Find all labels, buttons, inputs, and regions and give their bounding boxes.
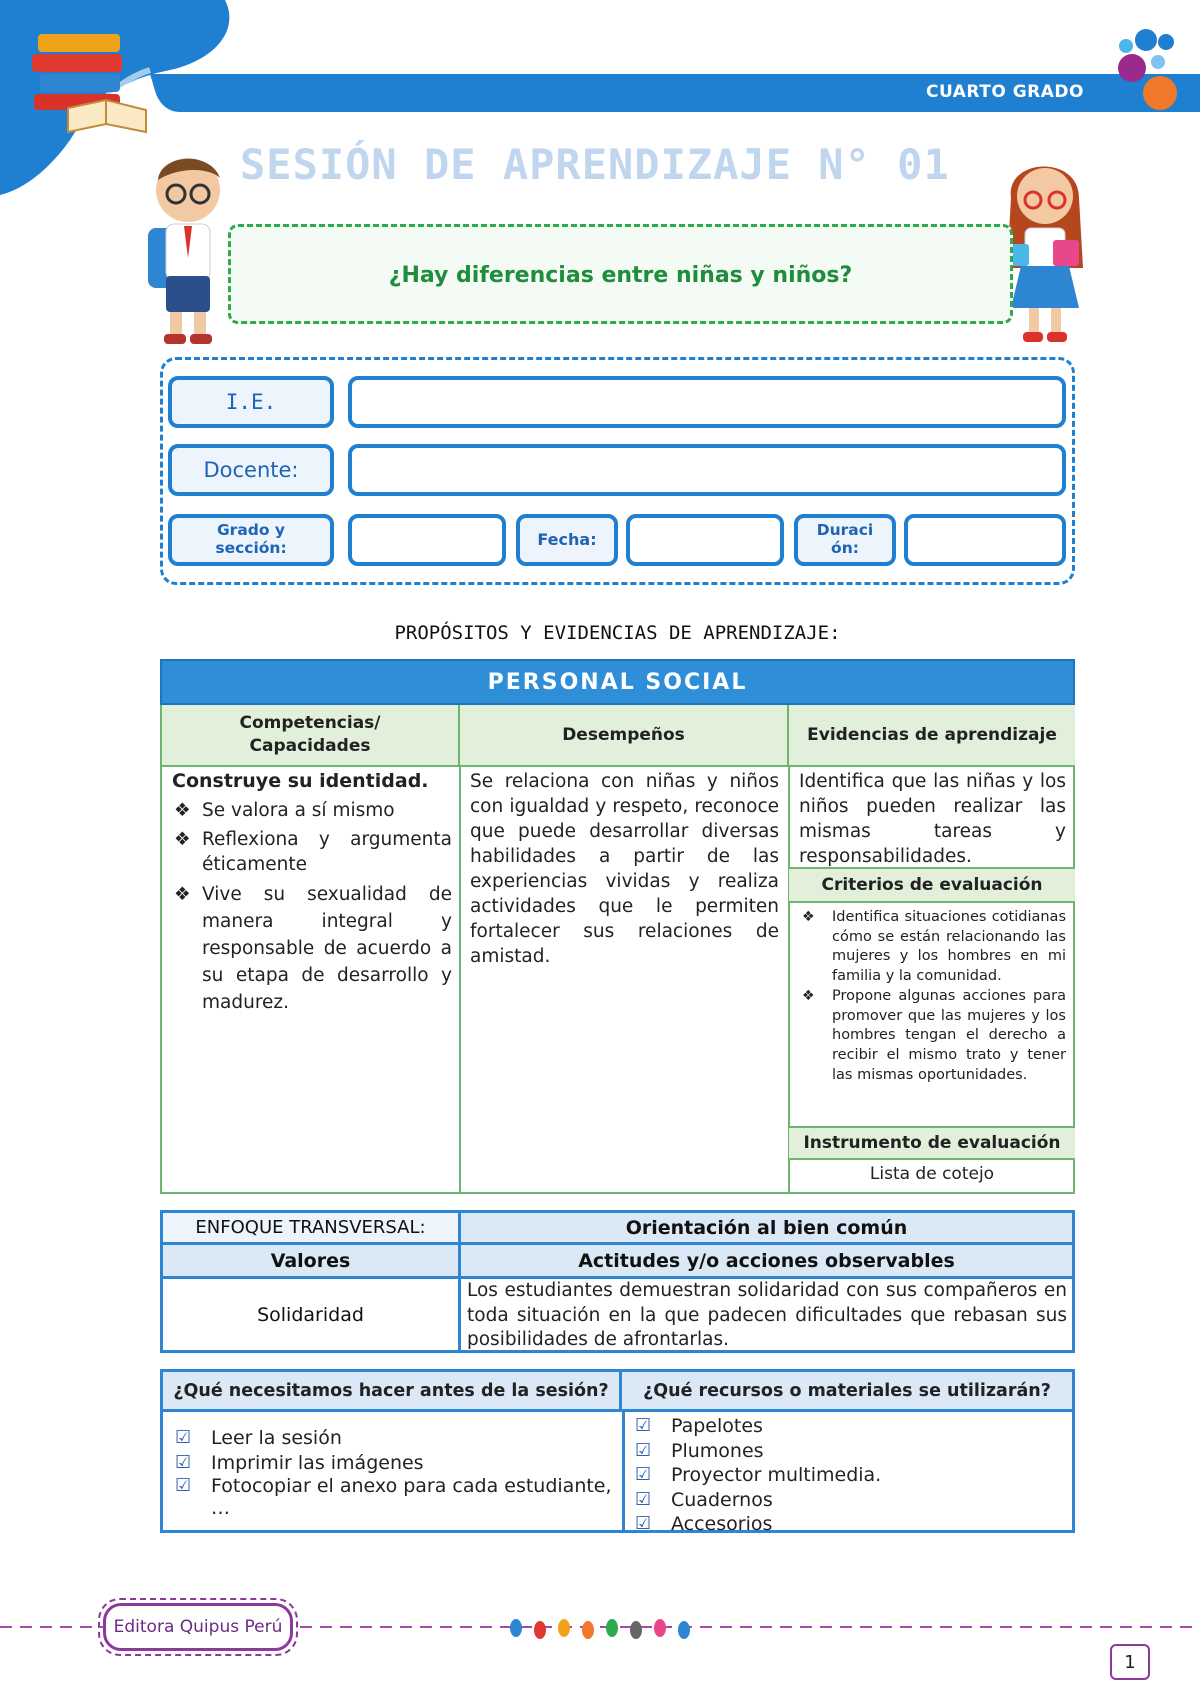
divider [622, 1412, 625, 1530]
list-item [175, 1426, 615, 1451]
col-valores: Valores [163, 1245, 461, 1279]
bullet-icon: ❖ [802, 909, 815, 925]
criterio-text: Propone algunas acciones para promover que las mujeres y los hombres tengan el derecho a recibir el mismo trato y tener las mismas oportunidades. [832, 987, 1066, 1083]
preparation-table [160, 1369, 1075, 1533]
subject-bar: PERSONAL SOCIAL [160, 659, 1075, 705]
checkbox-icon: ☑ [635, 1439, 652, 1461]
publisher-brand: Editora Quipus Perú [103, 1603, 293, 1651]
list-item [635, 1414, 1065, 1439]
actitud-text: Los estudiantes demuestran solidaridad con sus compañeros en toda situación en la que padecen dificultades que rebasan sus posibilidades de afrontarlas. [467, 1280, 1067, 1350]
enfoque-label: ENFOQUE TRANSVERSAL: [163, 1213, 461, 1245]
col-evidencias: Evidencias de aprendizaje [789, 705, 1075, 767]
material-text: Cuadernos [671, 1488, 773, 1511]
ie-label: I.E. [168, 376, 334, 428]
list-item [172, 798, 452, 823]
learning-purposes-table [160, 659, 1075, 1194]
checkbox-icon: ☑ [635, 1513, 652, 1534]
list-item [635, 1463, 1065, 1488]
ie-field[interactable] [348, 376, 1066, 428]
list-item [635, 1488, 1065, 1513]
before-session-label: ¿Qué necesitamos hacer antes de la sesión? [163, 1372, 622, 1412]
material-text: Accesorios [671, 1513, 773, 1535]
list-item [175, 1475, 615, 1519]
capacidad-text: Vive su sexualidad de manera integral y responsable de acuerdo a su etapa de desarrollo y madurez. [202, 884, 452, 1013]
materials-list [635, 1414, 1065, 1537]
checkbox-icon: ☑ [175, 1475, 192, 1496]
bullet-icon: ❖ [802, 987, 815, 1004]
col-competencias: Competencias/ Capacidades [162, 705, 460, 767]
materials-label: ¿Qué recursos o materiales se utilizarán? [622, 1372, 1072, 1412]
duration-label: Duración: [794, 514, 896, 566]
instrumento-value: Lista de cotejo [869, 1164, 995, 1184]
grade-section-label: Grado y sección: [168, 514, 334, 566]
section-heading: PROPÓSITOS Y EVIDENCIAS DE APRENDIZAJE: [394, 622, 841, 644]
col-desempenos: Desempeños [460, 705, 789, 767]
enfoque-table [160, 1210, 1075, 1353]
capacidad-text: Reflexiona y argumenta éticamente [202, 829, 452, 875]
list-item [172, 881, 452, 1016]
evidencia-text: Identifica que las niñas y los niños pueden realizar las mismas tareas y responsabilidades. [799, 771, 1066, 867]
list-item [800, 908, 1066, 987]
capacidades-list [172, 798, 452, 1016]
col-actitudes: Actitudes y/o acciones observables [461, 1245, 1072, 1279]
competencia-title: Construye su identidad. [172, 770, 429, 792]
instrumento-label: Instrumento de evaluación [789, 1126, 1075, 1160]
date-field[interactable] [626, 514, 784, 566]
checkbox-icon: ☑ [175, 1451, 192, 1473]
books-illustration [28, 20, 158, 140]
material-text: Papelotes [671, 1415, 763, 1437]
session-question: ¿Hay diferencias entre niñas y niños? [388, 263, 853, 288]
criterio-text: Identifica situaciones cotidianas cómo se están relacionando las mujeres y los hombres en mi familia y la comunidad. [832, 909, 1066, 985]
grade-label: CUARTO GRADO [926, 82, 1084, 102]
material-text: Plumones [671, 1439, 764, 1462]
checkbox-icon: ☑ [635, 1464, 652, 1485]
list-item [635, 1439, 1065, 1464]
checkbox-icon: ☑ [635, 1415, 652, 1436]
page-number: 1 [1110, 1644, 1150, 1680]
session-title: SESIÓN DE APRENDIZAJE N° 01 [240, 140, 950, 189]
bullet-icon: ❖ [174, 884, 191, 905]
bullet-icon: ❖ [174, 829, 191, 850]
checkbox-icon: ☑ [175, 1427, 192, 1448]
valor-text: Solidaridad [163, 1279, 461, 1350]
duration-field[interactable] [904, 514, 1066, 566]
list-item [175, 1451, 615, 1476]
desempeno-text: Se relaciona con niñas y niños con igualdad y respeto, reconoce que puede desarrollar diversas habilidades a partir de las experiencias vividas y realiza actividades que le permiten fortalecer sus relaciones de amistad. [470, 771, 779, 967]
before-session-list [175, 1426, 615, 1519]
list-item [635, 1512, 1065, 1537]
enfoque-name: Orientación al bien común [461, 1213, 1072, 1245]
session-question-box [228, 224, 1013, 324]
bullet-icon: ❖ [174, 800, 191, 821]
checkbox-icon: ☑ [635, 1488, 652, 1510]
material-text: Proyector multimedia. [671, 1464, 882, 1486]
teacher-label: Docente: [168, 444, 334, 496]
task-text: Leer la sesión [211, 1427, 342, 1449]
colored-dots-decoration [1110, 20, 1190, 120]
criterios-list [800, 908, 1066, 1085]
grade-section-field[interactable] [348, 514, 506, 566]
competencias-cell [172, 769, 452, 1020]
capacidad-text: Se valora a sí mismo [202, 800, 395, 821]
list-item [800, 987, 1066, 1086]
task-text: Fotocopiar el anexo para cada estudiante, … [211, 1475, 612, 1519]
teacher-field[interactable] [348, 444, 1066, 496]
task-text: Imprimir las imágenes [211, 1451, 424, 1474]
divider [459, 767, 461, 1194]
list-item [172, 827, 452, 877]
boy-illustration [140, 148, 235, 348]
footprints-decoration [508, 1616, 698, 1642]
criterios-label: Criterios de evaluación [789, 867, 1075, 903]
date-label: Fecha: [516, 514, 618, 566]
